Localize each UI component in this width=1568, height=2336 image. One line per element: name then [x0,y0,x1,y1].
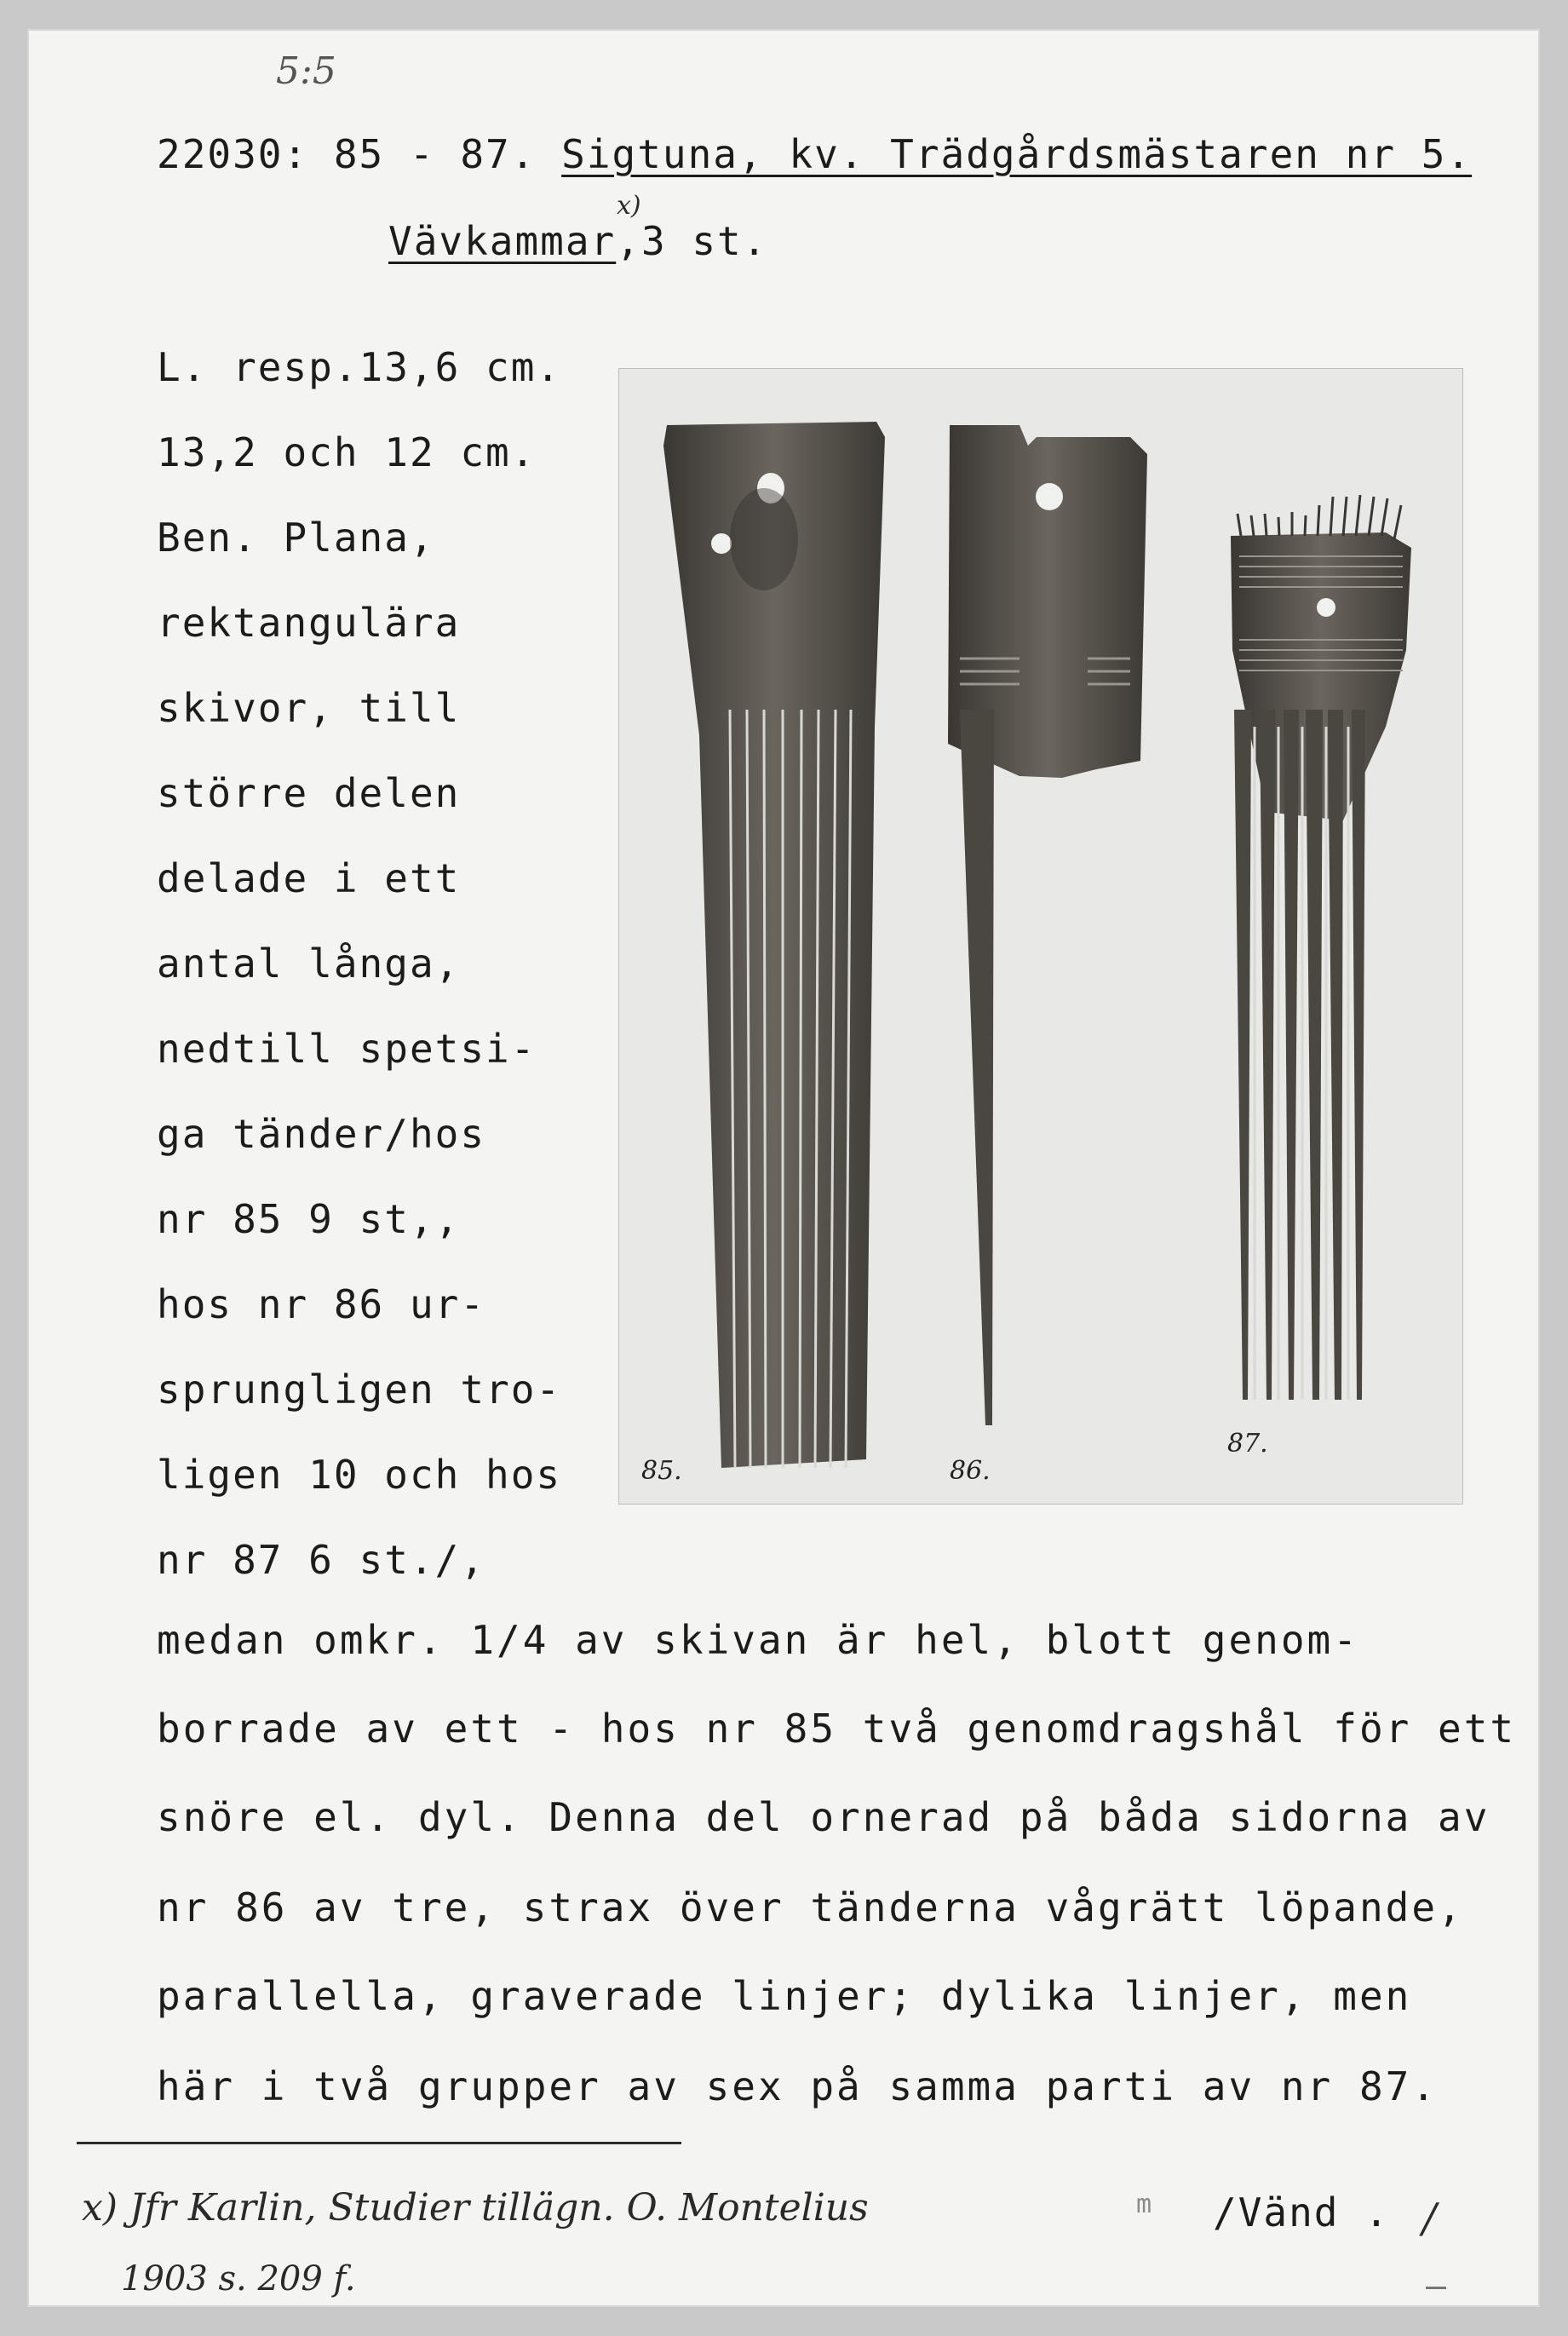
body-line: borrade av ett - hos nr 85 två genomdragshål för ett [157,1706,1517,1752]
description-line: Ben. Plana, [157,515,435,561]
comb-label-86: 86. [950,1456,991,1486]
description-line: sprungligen tro- [157,1367,562,1413]
edge-mark [1426,2287,1446,2289]
footnote-marker: x) [617,191,641,221]
corner-note: 5:5 [276,49,336,93]
photograph [618,368,1463,1505]
catalog-card [29,31,1538,2305]
description-line: nr 87 6 st./, [157,1537,486,1583]
turn-over-note: /Vänd . [1213,2189,1390,2235]
footnote-divider [77,2142,681,2144]
object-count: ,3 st. [616,218,768,264]
small-mark: m [1136,2189,1152,2219]
description-line: nedtill spetsi- [157,1026,537,1072]
description-line: rektangulära [157,600,461,646]
body-line: medan omkr. 1/4 av skivan är hel, blott genom- [157,1617,1359,1663]
description-line: L. resp.13,6 cm. [157,344,562,390]
description-line: hos nr 86 ur- [157,1281,486,1327]
object-title [388,218,767,264]
catalog-number: 22030: 85 - 87. [157,131,537,177]
footnote-year: 1903 s. 209 f. [121,2259,356,2299]
body-line: nr 86 av tre, strax över tänderna vågrätt löpande, [157,1884,1464,1930]
object-name: Vävkammar [388,218,617,264]
place-name: Sigtuna, kv. Trädgårdsmästaren nr 5. [561,131,1473,177]
description-line: större delen [157,770,461,816]
comb-label-85: 85. [641,1456,682,1486]
body-line: här i två grupper av sex på samma parti av nr 87. [157,2063,1439,2109]
description-line: ga tänder/hos [157,1111,486,1157]
body-line: parallella, graverade linjer; dylika linjer, men [157,1973,1412,2019]
catalog-header [157,131,1472,177]
description-line: nr 85 9 st,, [157,1196,461,1242]
comb-label-87: 87. [1227,1429,1268,1459]
description-line: delade i ett [157,855,461,901]
weaving-combs-photo [619,369,1462,1504]
footnote-reference: x) Jfr Karlin, Studier tillägn. O. Montelius [82,2186,869,2230]
description-line: antal långa, [157,941,461,987]
description-line: ligen 10 och hos [157,1452,562,1498]
turn-over-slash: / [1422,2195,1437,2242]
body-line: snöre el. dyl. Denna del ornerad på båda sidorna av [157,1794,1490,1840]
description-line: 13,2 och 12 cm. [157,429,537,475]
description-line: skivor, till [157,685,461,731]
